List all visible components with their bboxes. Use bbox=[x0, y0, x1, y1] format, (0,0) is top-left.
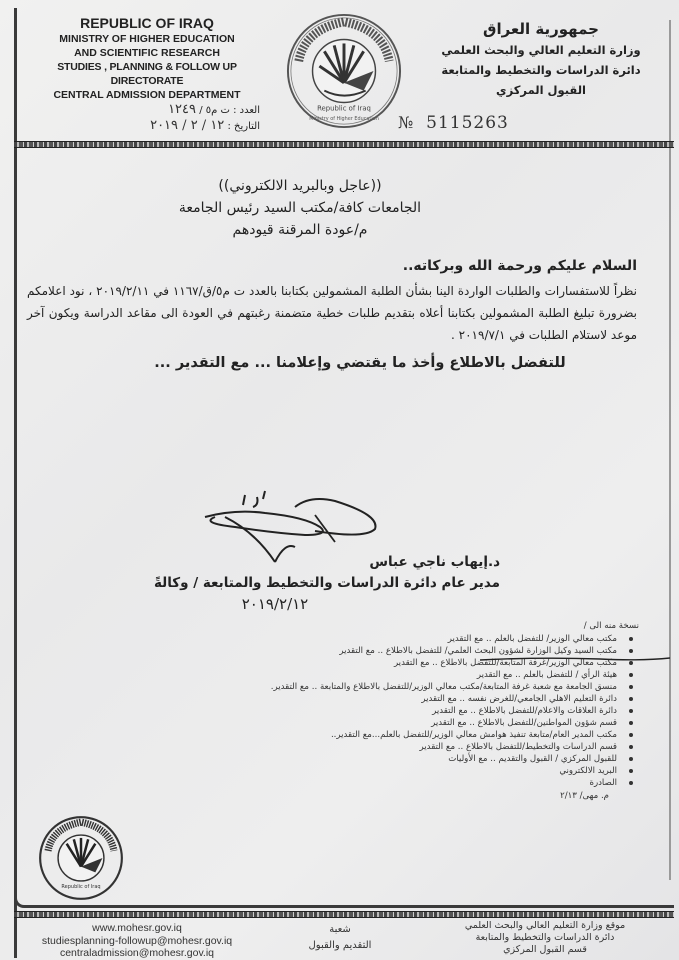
header-divider-band bbox=[14, 141, 674, 148]
greeting: السلام عليكم ورحمة الله وبركاته.. bbox=[402, 258, 637, 274]
reference-number-label: العدد : ت م٥ / bbox=[199, 105, 260, 116]
copy-item: البريد الالكتروني bbox=[179, 765, 639, 777]
letterhead-ar-ministry: وزارة التعليم العالي والبحث العلمي bbox=[441, 43, 641, 57]
copy-item: هيئة الرأي / للتفضل بالعلم .. مع التقدير bbox=[179, 669, 639, 681]
ministry-seal-small-icon bbox=[38, 815, 124, 901]
handwritten-strike-line bbox=[480, 655, 670, 665]
svg-text:Republic of Iraq: Republic of Iraq bbox=[317, 104, 371, 113]
copy-item: منسق الجامعة مع شعبة غرفة المتابعة/مكتب معالي الوزير/للتفضل بالاطلاع والمتابعة .. مع التقدير. bbox=[179, 681, 639, 693]
footer-stamp bbox=[280, 922, 400, 954]
copy-item: دائرة العلاقات والاعلام/للتفضل بالاطلاع .. مع التقدير bbox=[179, 705, 639, 717]
letterhead-directorate: STUDIES , PLANNING & FOLLOW UP DIRECTORATE bbox=[57, 61, 237, 87]
copies-list bbox=[179, 620, 639, 802]
letterhead-ministry-2: AND SCIENTIFIC RESEARCH bbox=[74, 47, 220, 59]
footer-ar-line2: دائرة الدراسات والتخطيط والمتابعة bbox=[475, 932, 615, 943]
signatory-block bbox=[153, 552, 500, 615]
copy-item: قسم الدراسات والتخطيط/للتفضل بالاطلاع .. مع التقدير bbox=[179, 741, 639, 753]
subject-line: م/عودة المرقنة قيودهم bbox=[232, 222, 368, 238]
body-paragraph: نظراً للاستفسارات والطلبات الواردة الينا بشأن الطلبة المشمولين بكتابنا بالعدد ت م٥/ق/١١٦٧ في ٢٠١٩/٢/١١ ، نود اعلامكم بضرورة تبليغ الطلبة المشمولين بكتابنا أعلاه بتقديم طلبات خطية متضمنة رغبتهم في العودة الى مقاعد الدراسة ويكون آخر موعد لاستلام الطلبات في ٢٠١٩/٧/١ . bbox=[27, 284, 637, 342]
urgency-note: ((عاجل وبالبريد الالكتروني)) bbox=[218, 178, 382, 194]
letterhead-ministry: MINISTRY OF HIGHER EDUCATION bbox=[59, 33, 235, 45]
english-letterhead bbox=[22, 14, 272, 102]
footer-contacts bbox=[22, 922, 252, 960]
reference-date-value: ١٢ / ٢ / ٢٠١٩ bbox=[150, 118, 225, 133]
footer-email-studies[interactable]: studiesplanning-followup@mohesr.gov.iq bbox=[41, 934, 233, 947]
signature-date: ٢٠١٩/٢/١٢ bbox=[241, 595, 309, 613]
copies-title: نسخة منه الى / bbox=[583, 621, 639, 631]
reference-date-label: التاريخ : bbox=[227, 121, 260, 132]
copy-item: مكتب معالي الوزير/غرفة المتابعة/للتفضل بالاطلاع .. مع التقدير bbox=[179, 657, 639, 669]
copy-item: الصادرة bbox=[179, 777, 639, 789]
letterhead-department: CENTRAL ADMISSION DEPARTMENT bbox=[53, 89, 241, 101]
reference-block bbox=[150, 102, 260, 134]
copy-item: قسم شؤون المواطنين/للتفضل بالاطلاع .. مع التقدير bbox=[179, 717, 639, 729]
serial-value: 5115263 bbox=[426, 113, 509, 133]
copy-item: دائرة التعليم الاهلي الجامعي/للغرض نفسه .. مع التقدير bbox=[179, 693, 639, 705]
recipient: الجامعات كافة/مكتب السيد رئيس الجامعة bbox=[178, 200, 422, 216]
signatory-title: مدير عام دائرة الدراسات والتخطيط والمتابعة / وكالةً bbox=[153, 575, 500, 591]
footer-ar-line3: قسم القبول المركزي bbox=[503, 944, 587, 955]
reference-number-value: ١٢٤٩ bbox=[168, 102, 196, 117]
footer-ar-line1: موقع وزارة التعليم العالي والبحث العلمي bbox=[464, 920, 626, 931]
letterhead-ar-department: القبول المركزي bbox=[496, 83, 586, 97]
footer-arabic bbox=[430, 920, 660, 956]
copy-item: مكتب المدير العام/متابعة تنفيذ هوامش معالي الوزير/للتفضل بالعلم...مع التقدير.. bbox=[179, 729, 639, 741]
copies-reference: م. مهى/ ٢/١٣ bbox=[560, 791, 609, 801]
reference-date bbox=[150, 118, 260, 134]
svg-text:Republic of Iraq: Republic of Iraq bbox=[61, 884, 101, 891]
reference-number bbox=[150, 102, 260, 118]
letterhead-ar-directorate: دائرة الدراسات والتخطيط والمتابعة bbox=[441, 63, 641, 77]
subject-block bbox=[150, 175, 450, 241]
copy-item: مكتب معالي الوزير/ للتفضل بالعلم .. مع التقدير bbox=[179, 633, 639, 645]
signatory-name: د.إيهاب ناجي عباس bbox=[369, 554, 500, 570]
copy-item: مكتب السيد وكيل الوزارة لشؤون البحث العلمي/ للتفضل بالاطلاع .. مع التقدير bbox=[179, 645, 639, 657]
letterhead-country: REPUBLIC OF IRAQ bbox=[80, 15, 214, 31]
footer-email-admission[interactable]: centraladmission@mohesr.gov.iq bbox=[59, 947, 215, 959]
letterhead-ar-country: جمهورية العراق bbox=[483, 20, 599, 38]
copy-item: للقبول المركزي / القبول والتقديم .. مع الأوليات bbox=[179, 753, 639, 765]
serial-number bbox=[398, 113, 509, 133]
footer-stamp-line1: شعبة bbox=[329, 924, 351, 935]
ministry-seal-icon bbox=[285, 12, 403, 130]
footer-stamp-line2: التقديم والقبول bbox=[308, 940, 372, 951]
closing-line: للتفضل بالاطلاع وأخذ ما يقتضي وإعلامنا ... مع التقدير ... bbox=[154, 355, 566, 371]
footer-divider-band bbox=[14, 911, 674, 918]
arabic-letterhead bbox=[421, 18, 661, 100]
serial-symbol: № bbox=[398, 113, 415, 132]
footer-website-link[interactable]: www.mohesr.gov.iq bbox=[92, 922, 182, 934]
svg-text:Ministry of Higher Education: Ministry of Higher Education bbox=[309, 116, 379, 123]
